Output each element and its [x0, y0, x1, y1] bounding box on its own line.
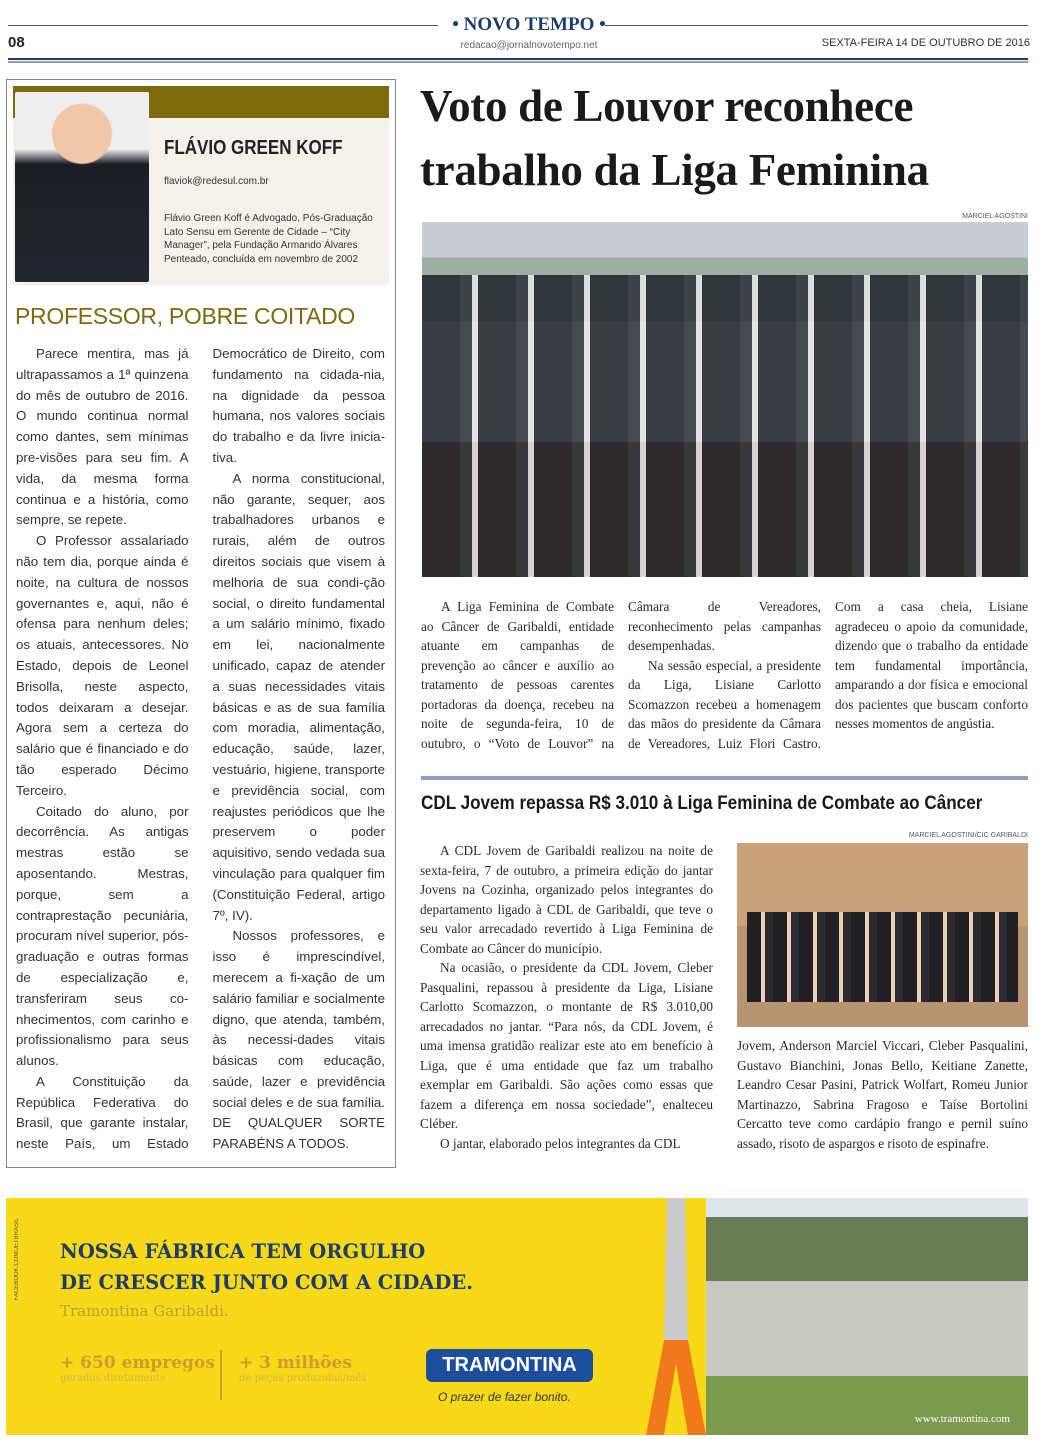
stat-separator [220, 1350, 222, 1400]
stat-pieces [239, 1353, 367, 1384]
author-photo [15, 92, 149, 282]
stat-label: de peças produzidas/mês [239, 1373, 367, 1384]
masthead: • NOVO TEMPO • [452, 14, 606, 35]
second-article-continuation: Jovem, Anderson Marciel Viccari, Cleber Pasqualini, Gustavo Bianchini, Jonas Bello, Keitiane Zanette, Leandro Cesar Pasini, Patrick Wolfart, Romeu Junior Martinazzo, Sabrina Fragoso e Taíse Bortolini Cercatto teve como cardápio frango e pernil suíno assado, risoto de aspargos e risoto de espinafre. [737, 1038, 1028, 1151]
header-divider [8, 58, 1028, 63]
ad-headline [60, 1236, 473, 1298]
main-article-body [421, 597, 1028, 753]
author-email: flaviok@redesul.com.br [164, 176, 269, 187]
ad-subtitle: Tramontina Garibaldi. [60, 1302, 229, 1320]
second-article-body [420, 841, 713, 1153]
author-bio: Flávio Green Koff é Advogado, Pós-Graduação Lato Sensu em Gerente de Cidade – “City Manager”, pela Fundação Armando Álvares Penteado, concluída em novembro de 2002 [164, 213, 373, 265]
paragraph: O jantar, elaborado pelos integrantes da CDL [440, 1135, 681, 1151]
paragraph: Na ocasião, o presidente da CDL Jovem, Cleber Pasqualini, repassou à presidente da Liga, Lisiane Carlotto Scomazzon, o montante de R$ 3.010,00 arrecadados no jantar. “Para nós, da CDL Jovem, é uma imensa gratidão realizar este ato em benefício à Liga, que é uma entidade que faz um trabalho exemplar em Garibaldi. São ações como essas que fazem a diferença em nossa sociedade”, enalteceu Cléber. [420, 960, 713, 1131]
stat-value: + 650 empregos [60, 1353, 215, 1373]
column-title: PROFESSOR, POBRE COITADO [15, 303, 355, 329]
ad-headline-line: DE CRESCER JUNTO COM A CIDADE. [60, 1271, 473, 1294]
paragraph: Na sessão especial, a presidente da Liga, Lisiane Carlotto Scomazzon recebeu a homenagem das mãos do presidente da Câmara de Vereadores, Luiz Flori Castro. Com a casa cheia, Lisiane agradeceu o apoio da comunidade, dizendo que o trabalho da entidade tem fundamental importância, amparando a dor física e emocional dos pacientes que buscam conforto nesses momentos de angústia. [628, 599, 1028, 751]
stat-jobs [60, 1353, 215, 1384]
ad-side-text: FACEBOOK.COM/JETBRASIL [14, 1218, 20, 1301]
author-name: FLÁVIO GREEN KOFF [164, 137, 343, 159]
tramontina-logo: TRAMONTINA [426, 1349, 593, 1382]
newsroom-email: redacao@jornalnovotempo.net [460, 40, 598, 51]
paragraph: Parece mentira, mas já ultrapassamos a 1ª quinzena do mês de outubro de 2016. O mundo continua normal como dantes, sem mínimas pre-visões para seu fim. A vida, da mesma forma continua e a história, como sempre, se repete. [16, 346, 189, 528]
pliers-icon [646, 1198, 706, 1435]
ad-headline-line: NOSSA FÁBRICA TEM ORGULHO [60, 1240, 426, 1263]
paragraph: A Liga Feminina de Combate ao Câncer de Garibaldi, entidade atuante em campanhas de prevenção ao câncer e auxílio ao tratamento de pessoas carentes portadoras da doença, recebeu na noite de segunda-feira, 10 de outubro, o “Voto de Louvor” na Câmara de Vereadores, reconhecimento pelas campanhas desempenhadas. [421, 599, 821, 751]
photo-credit: MARCIEL AGOSTINI/CIC GARIBALDI [908, 832, 1028, 839]
stat-label: gerados diretamente [60, 1373, 166, 1384]
factory-aerial-photo [706, 1198, 1028, 1435]
main-article-photo [422, 222, 1028, 577]
paragraph: A Constituição da República Federativa do Brasil, que garante instalar, neste País, um Estado Democrático de Direito, com fundamento na cidada-nia, na dignidade da pessoa humana, nos valores sociais do trabalho e da livre inicia-tiva. [16, 346, 385, 1152]
paragraph: Coitado do aluno, por decorrência. As antigas mestras estão se aposentando. Mestras, porque, sem a contraprestação pecuniária, procuram nível superior, pós-graduação e outras formas de especialização e, transferiram seus co-nhecimentos, com carinho e profissionalismo para seus alunos. [16, 803, 189, 1069]
article-divider [421, 776, 1028, 780]
paragraph: A CDL Jovem de Garibaldi realizou na noite de sexta-feira, 7 de outubro, a primeira edição do jantar Jovens na Cozinha, organizado pelos integrantes do departamento ligado à CDL de Garibaldi, que teve o seu valor arrecadado revertido à Liga Feminina de Combate ao Câncer do município. [420, 843, 713, 956]
ad-slogan: O prazer de fazer bonito. [438, 1390, 571, 1404]
paragraph: O Professor assalariado não tem dia, porque ainda é noite, na cultura de nossos governantes e, aqui, não é ofensa para nenhum deles; os atuais, antecessores. No Estado, depois de Leonel Brisolla, neste aspecto, todos deixaram a desejar. Agora sem a certeza do salário que é financiado e do tão esperado Décimo Terceiro. [16, 533, 189, 798]
paragraph: Nossos professores, e isso é imprescindível, merecem a fi-xação de um salário familiar e socialmente digno, que atenda, também, às necessi-dades vitais básicas com educação, saúde, lazer e previdência social deles e de sua família. DE QUALQUER SORTE PARABÉNS A TODOS. [212, 928, 385, 1152]
column-body [16, 344, 385, 1164]
second-article-photo [737, 843, 1028, 1027]
paragraph: A norma constitucional, não garante, sequer, aos trabalhadores urbanos e rurais, além de outros direitos sociais que visem à melhoria de sua condi-ção social, o direito fundamental a um salário mínimo, fixado em lei, nacionalmente unificado, capaz de atender a suas necessidades vitais básicas e as de sua família com moradia, alimentação, educação, saúde, lazer, vestuário, higiene, transporte e previdência social, com reajustes periódicos que lhe preservem o poder aquisitivo, sendo vedada sua vinculação para qualquer fim (Constituição Federal, artigo 7º, IV). [212, 470, 385, 923]
page-number: 08 [8, 34, 25, 51]
stat-value: + 3 milhões [239, 1353, 352, 1373]
ad-url[interactable]: www.tramontina.com [914, 1413, 1010, 1425]
issue-date: SEXTA-FEIRA 14 DE OUTUBRO DE 2016 [821, 37, 1030, 49]
main-headline: Voto de Louvor reconhece trabalho da Liga Feminina [420, 81, 929, 195]
second-headline: CDL Jovem repassa R$ 3.010 à Liga Feminina de Combate ao Câncer [421, 793, 983, 814]
tramontina-advertisement[interactable] [6, 1198, 1028, 1435]
photo-credit: MARCIEL AGOSTINI [962, 213, 1028, 220]
